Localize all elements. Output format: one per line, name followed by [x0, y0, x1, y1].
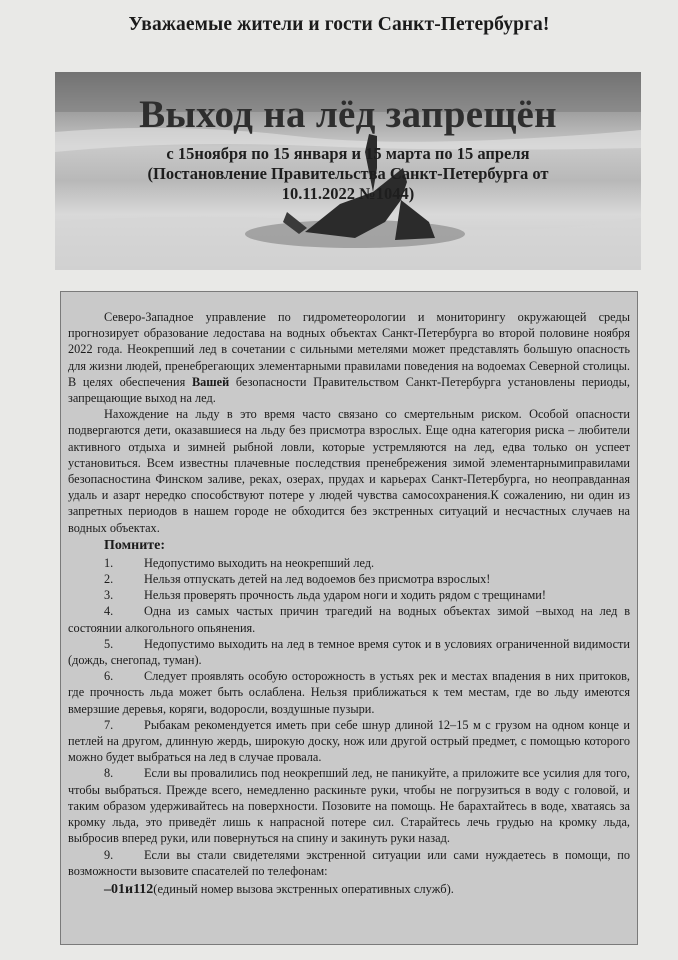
rule-item — [68, 603, 630, 635]
rule-item — [68, 636, 630, 668]
emergency-phones — [104, 881, 630, 898]
rule-text: Недопустимо выходить на неокрепший лед. — [144, 555, 375, 570]
rule-number: 8. — [104, 766, 114, 781]
rule-number: 7. — [104, 717, 114, 732]
page-title: Уважаемые жители и гости Санкт-Петербурга! — [128, 14, 550, 35]
rule-number: 3. — [104, 588, 114, 603]
banner-photo — [55, 72, 641, 270]
rule-number: 4. — [104, 604, 114, 619]
rule-text: Недопустимо выходить на лед в темное время суток и в условиях ограниченной видимости (дождь, снегопад, туман). — [68, 636, 630, 668]
rule-item — [68, 587, 630, 603]
rule-text: Если вы стали свидетелями экстренной ситуации или сами нуждаетесь в помощи, по возможности вызовите спасателей по телефонам: — [68, 847, 630, 878]
rule-number: 6. — [104, 669, 114, 684]
info-text-box — [60, 291, 638, 945]
rule-text: Нельзя проверять прочность льда ударом ноги и ходить рядом с трещинами! — [144, 588, 546, 603]
phone-numbers: –01и112 — [104, 881, 154, 897]
rule-number: 9. — [104, 847, 114, 862]
rule-item — [68, 571, 630, 587]
remember-heading: Помните: — [104, 537, 166, 553]
rule-item — [68, 668, 630, 717]
banner-decree-line2: 10.11.2022 №1044) — [281, 184, 415, 203]
intro-text: Северо-Западное управление по гидрометеорологии и мониторингу окружающей среды прогнозирует образование ледостава на водных объектах Санкт-Петербурга во второй половине ноября 2022 года. Неокрепший лед в сочетании с сильными метелями может представлять большую опасность для жизни людей, пренебрегающих элементарными правилами поведения на водоемах Северной столицы. В целях обеспечения — [68, 310, 630, 389]
rule-text: Нельзя отпускать детей на лед водоемов без присмотра взрослых! — [144, 572, 491, 587]
rule-text: Следует проявлять особую осторожность в устьях рек и местах впадения в них притоков, где прочность льда может быть ослаблена. Нельзя приближаться к тем местам, где во льду имеются вмерзшие деревья, коряги, водоросли, воздушные пузыри. — [68, 669, 630, 716]
intro-paragraph — [68, 309, 630, 406]
banner-heading: Выход на лёд запрещён — [139, 93, 557, 136]
rule-text: Рыбакам рекомендуется иметь при себе шнур длиной 12–15 м с грузом на одном конце и петлей на другом, длинную жердь, широкую доску, нож или другой острый предмет, с помощью которого можно будет выбраться на лед в случае провала. — [68, 717, 630, 765]
rule-text: Если вы провалились под неокрепший лед, не паникуйте, а приложите все усилия для того, чтобы выбраться. Прежде всего, немедленно раскиньте руки, чтобы не погрузиться в воду с головой, и таким образом удерживайтесь на поверхности. Позовите на помощь. Не барахтайтесь в воде, хватаясь за кромку льда, это приведёт лишь к напрасной потере сил. Старайтесь лечь грудью на кромку льда, выбросив вперед руки, или повернуться на спину и закинуть руки назад. — [68, 766, 630, 846]
intro-text-end: безопасности Правительством Санкт-Петербурга установлены периоды, запрещающие выход на лед. — [68, 374, 631, 406]
intro-emphasis: Вашей — [191, 374, 230, 389]
rule-text: Одна из самых частых причин трагедий на водных объектах зимой –выход на лед в состоянии алкогольного опьянения. — [68, 604, 630, 635]
phone-description: (единый номер вызова экстренных оперативных служб). — [153, 881, 454, 896]
rule-number: 2. — [104, 572, 114, 587]
risk-paragraph: Нахождение на льду в это время часто связано со смертельным риском. Особой опасности подвергаются дети, оказавшиеся на льду без присмотра взрослых. Еще одна категория риска – любители активного отдыха и зимней рыбной ловли, которые устремляются на лед, едва только он успеет установиться. Всем известны плачевные последствия пренебрежения зимой элементарнымиправилами безопасностина Финском заливе, реках, озерах, прудах и карьерах Санкт-Петербурга, но неоправданная удаль и азарт нередко способствуют потере у людей чувства самосохранения.К сожалению, ни один из запретных периодов в нашем городе не обходится без экстренных ситуаций и несчастных случаев на водных объектах. — [68, 407, 630, 535]
rule-item — [68, 847, 630, 879]
rule-number: 5. — [104, 636, 114, 651]
banner-dates: с 15ноября по 15 января и 15 марта по 15 апреля — [166, 144, 530, 163]
rule-item — [68, 717, 630, 766]
rule-item — [68, 765, 630, 846]
banner-decree-line1: (Постановление Правительства Санкт-Петербурга от — [147, 164, 549, 183]
rule-number: 1. — [104, 555, 114, 570]
rule-item — [68, 555, 630, 571]
